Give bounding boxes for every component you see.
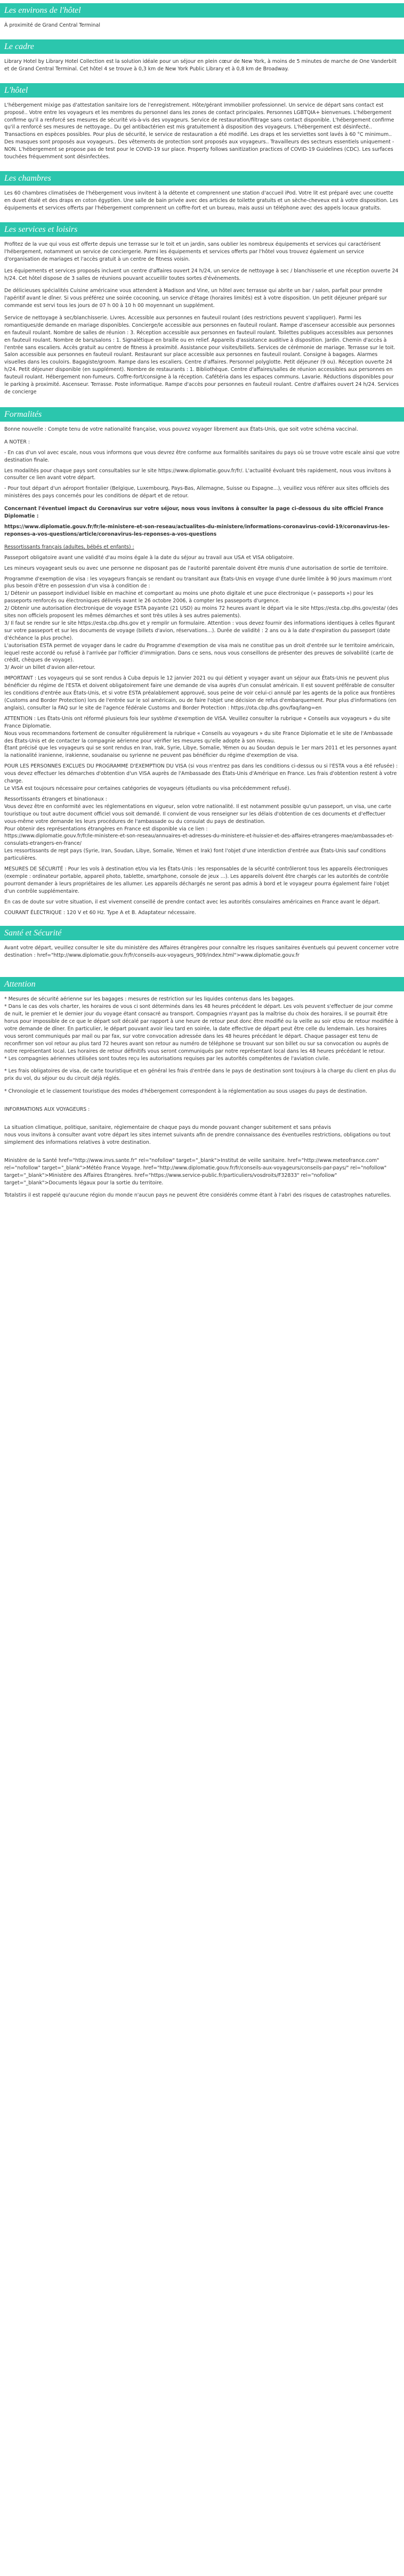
health-heading: Santé et Sécurité [0, 926, 404, 940]
formalities-paragraph: MESURES DE SÉCURITÉ : Pour les vols à destination et/ou via les États-Unis : les responsables de la sécurité contrôleront tous les appareils électroniques (exemple : ordinateur portable, appareil photo, tablette, smartphone, console de jeux ...). Les appareils doivent être chargés car les autorités de contrôle pourront demander à leurs propriétaires de les allumer. Les appareils déchargés ne seront pas admis à bord et le voyageur pourra également faire l'objet d'un contrôle supplémentaire. [4, 866, 391, 894]
hotel-heading: L'hôtel [0, 83, 404, 98]
formalities-paragraph: Bonne nouvelle : Compte tenu de votre nationalité française, vous pouvez voyager librement aux États-Unis, que soit votre schéma vaccinal. [4, 426, 358, 432]
formalities-paragraph: Ressortissants français (adultes, bébés et enfants) : [4, 544, 134, 550]
formalities-heading: Formalités [0, 407, 404, 422]
attention-paragraph: INFORMATIONS AUX VOYAGEURS : [4, 1107, 90, 1113]
formalities-paragraph: A NOTER : [4, 439, 30, 445]
setting-text: Library Hotel by Library Hotel Collection est la solution idéale pour un séjour en plein cœur de New York, à moins de 5 minutes de marche de One Vanderbilt et de Grand Central Terminal. Cet hôtel 4 se trouve à 0,3 km de New York Public Library et à 0,8 km de Broadway. [4, 58, 399, 72]
formalities-paragraph: - Pour tout départ d'un aéroport frontalier (Belgique, Luxembourg, Pays-Bas, Allemagne, Suisse ou Espagne...), veuillez vous référer aux sites officiels des ministères des pays concernés pour les conditions de départ et de retour. [4, 486, 391, 499]
formalities-paragraph: ATTENTION : Les États-Unis ont réformé plusieurs fois leur système d'exemption de VISA. Veuillez consulter la rubrique « Conseils aux voyageurs » du site France Diplomatie. Nous vous recommandons fortement de consulter régulièrement la rubrique « Conseils au voyageurs » du site France Diplomatie et le site de l'Ambassade des États-Unis et de contacter la compagnie aérienne pour vérifier les mesures qu'elle adopte à son niveau. Étant précisé que les voyageurs qui se sont rendus en Iran, Irak, Syrie, Libye, Somalie, Yémen ou au Soudan depuis le 1er mars 2011 et les personnes ayant la nationalité iranienne, irakienne, soudanaise ou syrienne ne peuvent pas bénéficier du régime d'exemption de visa. [4, 715, 397, 759]
health-text: Avant votre départ, veuillez consulter le site du ministère des Affaires étrangères pour connaître les risques sanitaires éventuels qui peuvent concerner votre destination : href="http://www.diplomatie.gouv.fr/fr/conseils-aux-voyageurs_909/index.html">www.diplomatie.gouv.fr [4, 945, 401, 959]
formalities-section [0, 407, 404, 923]
attention-section [0, 977, 404, 1206]
formalities-paragraph: POUR LES PERSONNES EXCLUES DU PROGRAMME D'EXEMPTION DU VISA (si vous n'entrez pas dans les conditions ci-dessus ou si l'ESTA vous a été refusée) : vous devez effectuer les démarches d'obtention d'un VISA auprès de l'Ambassade des États-Unis d'Amérique en France. Les frais d'obtention restent à votre charge. Le VISA est toujours nécessaire pour certaines catégories de voyageurs (étudiants ou visa précédemment refusé). [4, 763, 398, 792]
formalities-paragraph: Passeport obligatoire avant une validité d'au moins égale à la date du séjour au travail aux USA et VISA obligatoire. [4, 554, 294, 561]
services-paragraph: Profitez de la vue qui vous est offerte depuis une terrasse sur le toit et un jardin, sans oublier les nombreux équipements et services qui caractérisent l'hébergement, notamment un service de conciergerie. Parmi les équipements et services offerts par l'hôtel vous trouvez également un service d'organisation de mariages et l'accès gratuit à un centre de fitness voisin. [4, 241, 383, 262]
formalities-paragraph: IMPORTANT : Les voyageurs qui se sont rendus à Cuba depuis le 12 janvier 2021 ou qui détient y voyager avant un séjour aux États-Unis ne peuvent plus bénéficier du régime de l'ESTA et doivent obligatoirement faire une demande de visa auprès d'un consulat américain. Il est souvent préférable de consulter les conditions d'entrée aux États-Unis, et si votre ESTA préalablement approuvé, sous peine de voir celui-ci annulé par les agents de la police aux frontières (Customs and Border Protection) lors de l'entrée sur le sol américain, ou de faire l'objet une décision de refus d'embarquement. Pour plus d'informations (en anglais), consulter la FAQ sur le site de l'agence fédérale Customs and Border Protection : https://ota.cbp.dhs.gov/faq/lang=en [4, 675, 398, 711]
setting-section [0, 39, 404, 80]
services-section [0, 222, 404, 404]
formalities-paragraph: COURANT ÉLECTRIQUE : 120 V et 60 Hz. Type A et B. Adaptateur nécessaire. [4, 909, 196, 916]
attention-paragraph: Totalstirs il est rappelé qu'aucune région du monde n'aucun pays ne peuvent être considérés comme étant à l'abri des risques de catastrophes naturelles. [4, 1192, 391, 1199]
attention-paragraph: * Mesures de sécurité aérienne sur les bagages : mesures de restriction sur les liquides contenus dans les bagages. * Dans le cas des vols charter, les horaires de vous ci sont déterminés dans les 48 heures précédent le départ. Les vols peuvent s'effectuer de jour comme de nuit, le premier et le dernier jour du voyage étant consacré au transport. Compagnies n'ayant pas la maîtrise du choix des horaires, il se pourrait être horus pour impossible de ce que le départ soit décalé par rapport à une heure de retour peut donc être modifié ou la veille au soir et/ou de retour modifiée à votre demande de dîner. En particulier, le départ pouvant avoir lieu tard en soirée, la date effective de départ peut être celle du lendemain. Les horaires vous seront communiqués par mail ou par fax, sur votre convocation adressée dans les 48 heures précédant le départ. Chaque passager est tenu de reconfirmer son vol retour au plus tard 72 heures avant son retour au numéro de téléphone se trouvant sur son billet ou sur sa convocation ou auprès de notre représentant local. Les horaires de retour définitifs vous seront communiqués par notre représentant local dans les 48 heures précédant le retour. * Les compagnies aériennes utilisées sont toutes reçu les autorisations requises par les autorités compétentes de l'aviation civile. [4, 996, 398, 1062]
services-paragraph: Service de nettoyage à sec/blanchisserie. Livres. Accessible aux personnes en fauteuil roulant (des restrictions peuvent s'appliquer). Parmi les romantiques/de demande en mariage disponibles. Concierge/le accessible aux personnes en fauteuil roulant. Rampe d'ascenseur accessible aux personnes en fauteuil roulant. Nombre de salles de réunion : 3. Réception accessible aux personnes en fauteuil roulant. Toilettes publiques accessibles aux personnes en fauteuil roulant. Nombre de bars/salons : 1. Signalétique en braille ou en relief. Appareils d'assistance auditive à disposition. Jardin. Chemin d'accès à l'entrée sans escaliers. Accès gratuit au centre de fitness à proximité. Assistance pour visites/billets. Services de cérémonie de mariage. Terrasse sur le toit. Salon accessible aux personnes en fauteuil roulant. Restaurant sur place accessible aux personnes en fauteuil roulant. Consigne à bagages. Alarmes visuelles dans les couloirs. Bagagiste/groom. Rampe dans les escaliers. Centre d'affaires. Personnel polyglotte. Petit déjeuner (9 ou). Réception ouverte 24 h/24. Petit déjeuner disponible (en supplément). Nombre de restaurants : 1. Bibliothèque. Centre d'affaires/salles de réunion accessibles aux personnes en fauteuil roulant. Hébergement non-fumeurs. Coffre-fort/consigne à la réception. Cafétéria dans les espaces communs. Lavarie. Réductions disponibles pour le parking à proximité. Ascenseur. Terrasse. Poste informatique. Rampe d'accès pour personnes en fauteuil roulant. Centre d'affaires ouvert 24 h/24. Services de concierge [4, 314, 401, 395]
services-paragraph: Les équipements et services proposés incluent un centre d'affaires ouvert 24 h/24, un service de nettoyage à sec / blanchisserie et une réception ouverte 24 h/24. Cet hôtel dispose de 3 salles de réunions pouvant accueillir toutes sortes d'événements. [4, 268, 400, 282]
attention-paragraph: * Les frais obligatoires de visa, de carte touristique et en général les frais d'entrée dans le pays de destination sont toujours à la charge du client en plus du prix du vol, du séjour ou du circuit déjà réglés. [4, 1068, 398, 1082]
formalities-paragraph: Programme d'exemption de visa : les voyageurs français se rendant ou transitant aux États-Unis en voyage d'une durée limitée à 90 jours maximum n'ont plus besoin d'être en possession d'un visa à condition de : 1/ Détenir un passeport individuel lisible en machine et comportant au moins une photo digitale et une puce électronique (« passeports ») pour les passeports renforcés ou électroniques délivrés avant le 26 octobre 2006, à compter les passeports d'urgence. 2/ Obtenir une autorisation électronique de voyage ESTA payante (21 USD) au moins 72 heures avant le départ via le site https://esta.cbp.dhs.gov/esta/ (des sites non officiels proposent les mêmes démarches et sont très utiles à ses autres paiements). 3/ Il faut se rendre sur le site https://esta.cbp.dhs.gov et y remplir un formulaire. Attention : vous devez fournir des informations identiques à celles figurant sur votre passeport et sur les documents de voyage (billets d'avion, réservations...). Durée de validité : 2 ans ou à la date d'expiration du passeport (date d'échéance la plus proche). L'autorisation ESTA permet de voyager dans le cadre du Programme d'exemption de visa mais ne constitue pas un droit d'entrée sur le territoire américain, lequel reste accordé ou refusé à l'arrivée par l'officier d'immigration. Dans ce sens, nous vous conseillons de présenter des preuves de solvabilité (carte de crédit, chèques de voyage). 3/ Avoir un billet d'avion aller-retour. [4, 576, 398, 671]
health-section [0, 926, 404, 966]
rooms-section [0, 171, 404, 219]
attention-heading: Attention [0, 977, 404, 991]
surroundings-heading: Les environs de l'hôtel [0, 3, 404, 18]
rooms-heading: Les chambres [0, 171, 404, 185]
attention-paragraph: * Chronologie et le classement touristique des modes d'hébergement correspondent à la réglementation au sous usages du pays de destination. [4, 1088, 367, 1095]
services-paragraph: De délicieuses spécialités Cuisine américaine vous attendent à Madison and Vine, un hôtel avec terrasse qui abrite un bar / salon, parfait pour prendre l'apéritif avant le dîner. Si vous préférez une soirée cocooning, un service d'étage (horaires limités) est à votre disposition. Un petit déjeuner préparé sur commande est servi tous les jours de 07 h 00 à 10 h 00 moyennant un supplément. [4, 288, 389, 309]
formalities-paragraph: Ressortissants étrangers et binationaux : Vous devez être en conformité avec les réglementations en vigueur, selon votre nationalité. Il est notamment possible qu'un passeport, un visa, une carte touristique ou tout autre document officiel vous soit demandé. Il convient de vous renseigner sur les délais d'obtention de ces documents et d'effectuer vous-même votre demande les leurs procédures de l'ambassade ou du consulat du pays de destination. Pour obtenir des représentations étrangères en France est disponible via ce lien : https://www.diplomatie.gouv.fr/fr/le-ministere-et-son-reseau/annuaires-et-adresses-du-ministere-et-huissier-et-des-affaires-etrangeres-mae/ambassades-et-consulats-etrangers-en-france/ Les ressortissants de rept pays (Syrie, Iran, Soudan, Libye, Somalie, Yémen et Irak) font l'objet d'une interdiction d'entrée aux États-Unis sauf conditions particulières. [4, 796, 394, 862]
attention-links-paragraph[interactable]: Ministère de la Santé href="http://www.invs.sante.fr" rel="nofollow" target="_blank">Institut de veille sanitaire. href="http://www.meteofrance.com" rel="nofollow" target="_blank">Météo France Voyage. href="http://www.diplomatie.gouv.fr/fr/conseils-aux-voyageurs/conseils-par-pays/" rel="nofollow" target="_blank">Ministère des Affaires Étrangères. href="https://www.service-public.fr/particuliers/vosdroits/F32833" rel="nofollow" target="_blank">Documents légaux pour la sortie du territoire. [4, 1157, 389, 1186]
surroundings-text: À proximité de Grand Central Terminal [4, 22, 100, 28]
formalities-paragraph: Les modalités pour chaque pays sont consultables sur le site https://www.diplomatie.gouv.fr/fr/. L'actualité évoluant très rapidement, nous vous invitons à consulter ce lien avant votre départ. [4, 467, 393, 481]
hotel-text: L'hébergement mixige pas d'attestation sanitaire lors de l'enregistrement. Hôte/gérant immobilier professionnel. Un service de départ sans contact est proposé.. Votre entre les voyageurs et les membres du personnel dans les zones de contact principales. Personnes LGBTQIA+ bienvenues. L'hébergement confirme qu'il a renforcé ses mesures de sécurité vis-à-vis des voyageurs. Service de restauration/filtrage sans contact disponible. L'hébergement confirme qu'il a renforcé ses mesures de nettoyage.. Du gel antibactérien est mis gratuitement à disposition des voyageurs. L'hébergement est désinfecté.. Transactions en espèces possibles. Pour plus de sécurité, le service de restauration a été modifié. Les draps et les serviettes sont lavés à 60 °C minimum.. Des masques sont proposés aux voyageurs.. Des vêtements de protection sont proposés aux voyageurs.. Travailleurs des secteurs essentiels uniquement - NON. L'hébergement se propose pas de test pour le COVID-19 sur place. Property follows sanitization practices of COVID-19 Guidelines (CDC). Les surfaces touchées fréquemment sont désinfectées. [4, 102, 396, 160]
rooms-text: Les 60 chambres climatisées de l'hébergement vous invitent à la détente et comprennent une station d'accueil iPod. Votre lit est préparé avec une couette en duvet étalé et des draps en coton égyptien. Une salle de bain privée avec des articles de toilette gratuits et un sèche-cheveux est à votre disposition. Les équipements et services offerts par l'hébergement comprennent un coffre-fort et un bureau, mais aussi un téléphone avec des appels locaux gratuits. [4, 190, 400, 211]
formalities-paragraph: En cas de doute sur votre situation, il est vivement conseillé de prendre contact avec les autorités consulaires américaines en France avant le départ. [4, 899, 381, 905]
attention-paragraph: La situation climatique, politique, sanitaire, réglementaire de chaque pays du monde pouvant changer subitement et sans préavis nous vous invitons à consulter avant votre départ les sites internet suivants afin de prendre connaissance des éventuelles restrictions, obligations ou tout simplement des informations relatives à votre destination. [4, 1125, 391, 1145]
hotel-section [0, 83, 404, 168]
surroundings-section [0, 3, 404, 36]
formalities-paragraph: Les mineurs voyageant seuls ou avec une personne ne disposant pas de l'autorité parentale doivent être munis d'une autorisation de sortie de territoire. [4, 565, 388, 571]
formalities-paragraph: Concernant l'éventuel impact du Coronavirus sur votre séjour, nous vous invitons à consulter la page ci-dessous du site officiel France Diplomatie : [4, 506, 385, 520]
setting-heading: Le cadre [0, 39, 404, 54]
formalities-paragraph: - En cas d'un vol avec escale, nous vous informons que vous devrez être conforme aux formalités sanitaires du pays où se trouve votre escale ainsi que votre destination finale. [4, 449, 401, 463]
services-heading: Les services et loisirs [0, 222, 404, 237]
diplomatie-coronavirus-link[interactable]: https://www.diplomatie.gouv.fr/fr/le-ministere-et-son-reseau/actualites-du-ministere/informations-coronavirus-covid-19/coronavirus-les-reponses-a-vos-questions/article/coronavirus-les-reponses-a-vos-questions [4, 523, 390, 537]
